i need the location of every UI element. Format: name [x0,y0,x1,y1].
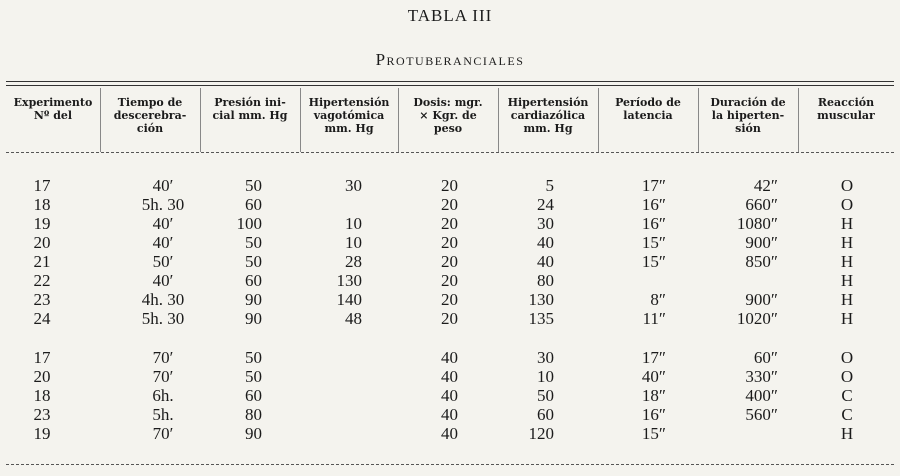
cell-reaccion: H [840,233,854,252]
cell-tiempo: 40′ [152,271,174,290]
cell-experimento: 23 [33,290,51,309]
header-rule [6,152,894,153]
cell-tiempo: 4h. 30 [141,290,185,309]
table-row [0,271,900,290]
cell-hip-vagotomica: 30 [345,176,362,195]
cell-dosis: 20 [441,176,458,195]
cell-latencia: 16″ [641,214,666,233]
cell-duracion: 900″ [745,290,778,309]
bottom-rule [6,464,894,465]
header-tiempo-descerebracion: Tiempo de descerebra- ción [113,96,187,135]
cell-experimento: 17 [33,348,51,367]
top-rule-double [6,85,894,86]
cell-hip-vagotomica: 10 [345,233,362,252]
cell-duracion: 900″ [745,233,778,252]
cell-dosis: 40 [441,367,458,386]
cell-hip-cardiazolica: 24 [537,195,554,214]
cell-presion: 60 [245,195,262,214]
cell-presion: 60 [245,386,262,405]
table-row [0,348,900,367]
cell-tiempo: 5h. 30 [141,195,185,214]
cell-presion: 50 [245,176,262,195]
cell-reaccion: H [840,309,854,328]
cell-experimento: 18 [33,386,51,405]
table-row [0,214,900,233]
table-body-group-1 [0,176,900,328]
cell-duracion: 560″ [745,405,778,424]
header-experimento: Experimento Nº del [13,96,93,122]
cell-dosis: 20 [441,271,458,290]
cell-reaccion: C [841,405,853,424]
cell-presion: 90 [245,290,262,309]
cell-latencia: 15″ [641,424,666,443]
table-row [0,386,900,405]
cell-hip-cardiazolica: 130 [528,290,554,309]
table-row [0,290,900,309]
cell-duracion: 400″ [745,386,778,405]
cell-tiempo: 40′ [152,176,174,195]
cell-hip-cardiazolica: 40 [537,252,554,271]
cell-latencia: 18″ [641,386,666,405]
table-subtitle: Protuberanciales [375,50,525,69]
cell-dosis: 20 [441,214,458,233]
cell-experimento: 18 [33,195,51,214]
table-row [0,176,900,195]
cell-experimento: 24 [33,309,51,328]
cell-reaccion: H [840,271,854,290]
header-presion-inicial: Presión ini- cial mm. Hg [212,96,288,122]
cell-tiempo: 40′ [152,214,174,233]
cell-experimento: 22 [33,271,51,290]
table-body-group-2 [0,348,900,443]
cell-duracion: 1080″ [736,214,778,233]
header-hipertension-vagotomica: Hipertensión vagotómica mm. Hg [308,96,390,135]
cell-reaccion: O [840,195,854,214]
cell-latencia: 15″ [641,252,666,271]
table-row [0,309,900,328]
cell-latencia: 15″ [641,233,666,252]
cell-presion: 100 [236,214,262,233]
cell-dosis: 20 [441,309,458,328]
cell-duracion: 330″ [745,367,778,386]
cell-hip-vagotomica: 130 [336,271,362,290]
header-periodo-latencia: Período de latencia [615,96,681,122]
cell-presion: 50 [245,348,262,367]
cell-presion: 90 [245,309,262,328]
cell-hip-cardiazolica: 50 [537,386,554,405]
table-row [0,195,900,214]
cell-tiempo: 70′ [152,348,174,367]
cell-presion: 90 [245,424,262,443]
cell-hip-vagotomica: 10 [345,214,362,233]
cell-hip-vagotomica: 48 [345,309,362,328]
cell-experimento: 20 [33,367,51,386]
cell-hip-cardiazolica: 80 [537,271,554,290]
cell-hip-cardiazolica: 5 [545,176,554,195]
cell-tiempo: 50′ [152,252,174,271]
cell-hip-vagotomica: 140 [336,290,362,309]
cell-experimento: 19 [33,424,51,443]
cell-tiempo: 70′ [152,424,174,443]
table-row [0,424,900,443]
cell-latencia: 17″ [641,176,666,195]
cell-reaccion: H [840,290,854,309]
cell-experimento: 21 [33,252,51,271]
cell-experimento: 23 [33,405,51,424]
cell-reaccion: O [840,176,854,195]
cell-presion: 60 [245,271,262,290]
cell-tiempo: 70′ [152,367,174,386]
header-hipertension-cardiazolica: Hipertensión cardiazólica mm. Hg [507,96,589,135]
cell-hip-cardiazolica: 135 [528,309,554,328]
cell-latencia: 16″ [641,195,666,214]
cell-experimento: 17 [33,176,51,195]
cell-experimento: 20 [33,233,51,252]
cell-presion: 50 [245,367,262,386]
cell-presion: 50 [245,233,262,252]
cell-latencia: 8″ [650,290,666,309]
cell-dosis: 20 [441,290,458,309]
cell-presion: 50 [245,252,262,271]
header-dosis: Dosis: mgr. × Kgr. de peso [413,96,483,135]
cell-dosis: 40 [441,424,458,443]
cell-presion: 80 [245,405,262,424]
cell-tiempo: 5h. 30 [141,309,185,328]
top-rule [6,81,894,82]
cell-latencia: 11″ [642,309,666,328]
table-row [0,233,900,252]
cell-reaccion: O [840,348,854,367]
cell-reaccion: H [840,214,854,233]
cell-dosis: 20 [441,252,458,271]
cell-dosis: 40 [441,348,458,367]
cell-hip-cardiazolica: 40 [537,233,554,252]
cell-reaccion: H [840,424,854,443]
cell-duracion: 850″ [745,252,778,271]
cell-hip-cardiazolica: 60 [537,405,554,424]
cell-hip-cardiazolica: 10 [537,367,554,386]
cell-duracion: 1020″ [736,309,778,328]
cell-dosis: 20 [441,195,458,214]
header-reaccion-muscular: Reacción muscular [817,96,875,122]
cell-tiempo: 40′ [152,233,174,252]
cell-dosis: 20 [441,233,458,252]
table-row [0,252,900,271]
cell-latencia: 17″ [641,348,666,367]
cell-dosis: 40 [441,405,458,424]
cell-dosis: 40 [441,386,458,405]
cell-tiempo: 6h. [152,386,174,405]
cell-reaccion: H [840,252,854,271]
cell-hip-cardiazolica: 120 [528,424,554,443]
cell-latencia: 16″ [641,405,666,424]
cell-latencia: 40″ [641,367,666,386]
cell-experimento: 19 [33,214,51,233]
cell-hip-cardiazolica: 30 [537,348,554,367]
cell-hip-cardiazolica: 30 [537,214,554,233]
table-row [0,405,900,424]
cell-hip-vagotomica: 28 [345,252,362,271]
cell-reaccion: O [840,367,854,386]
cell-duracion: 660″ [745,195,778,214]
header-duracion-hipertension: Duración de la hiperten- sión [710,96,786,135]
cell-reaccion: C [841,386,853,405]
table-row [0,367,900,386]
table-title: TABLA III [407,6,493,25]
cell-duracion: 60″ [753,348,778,367]
cell-tiempo: 5h. [152,405,174,424]
cell-duracion: 42″ [753,176,778,195]
